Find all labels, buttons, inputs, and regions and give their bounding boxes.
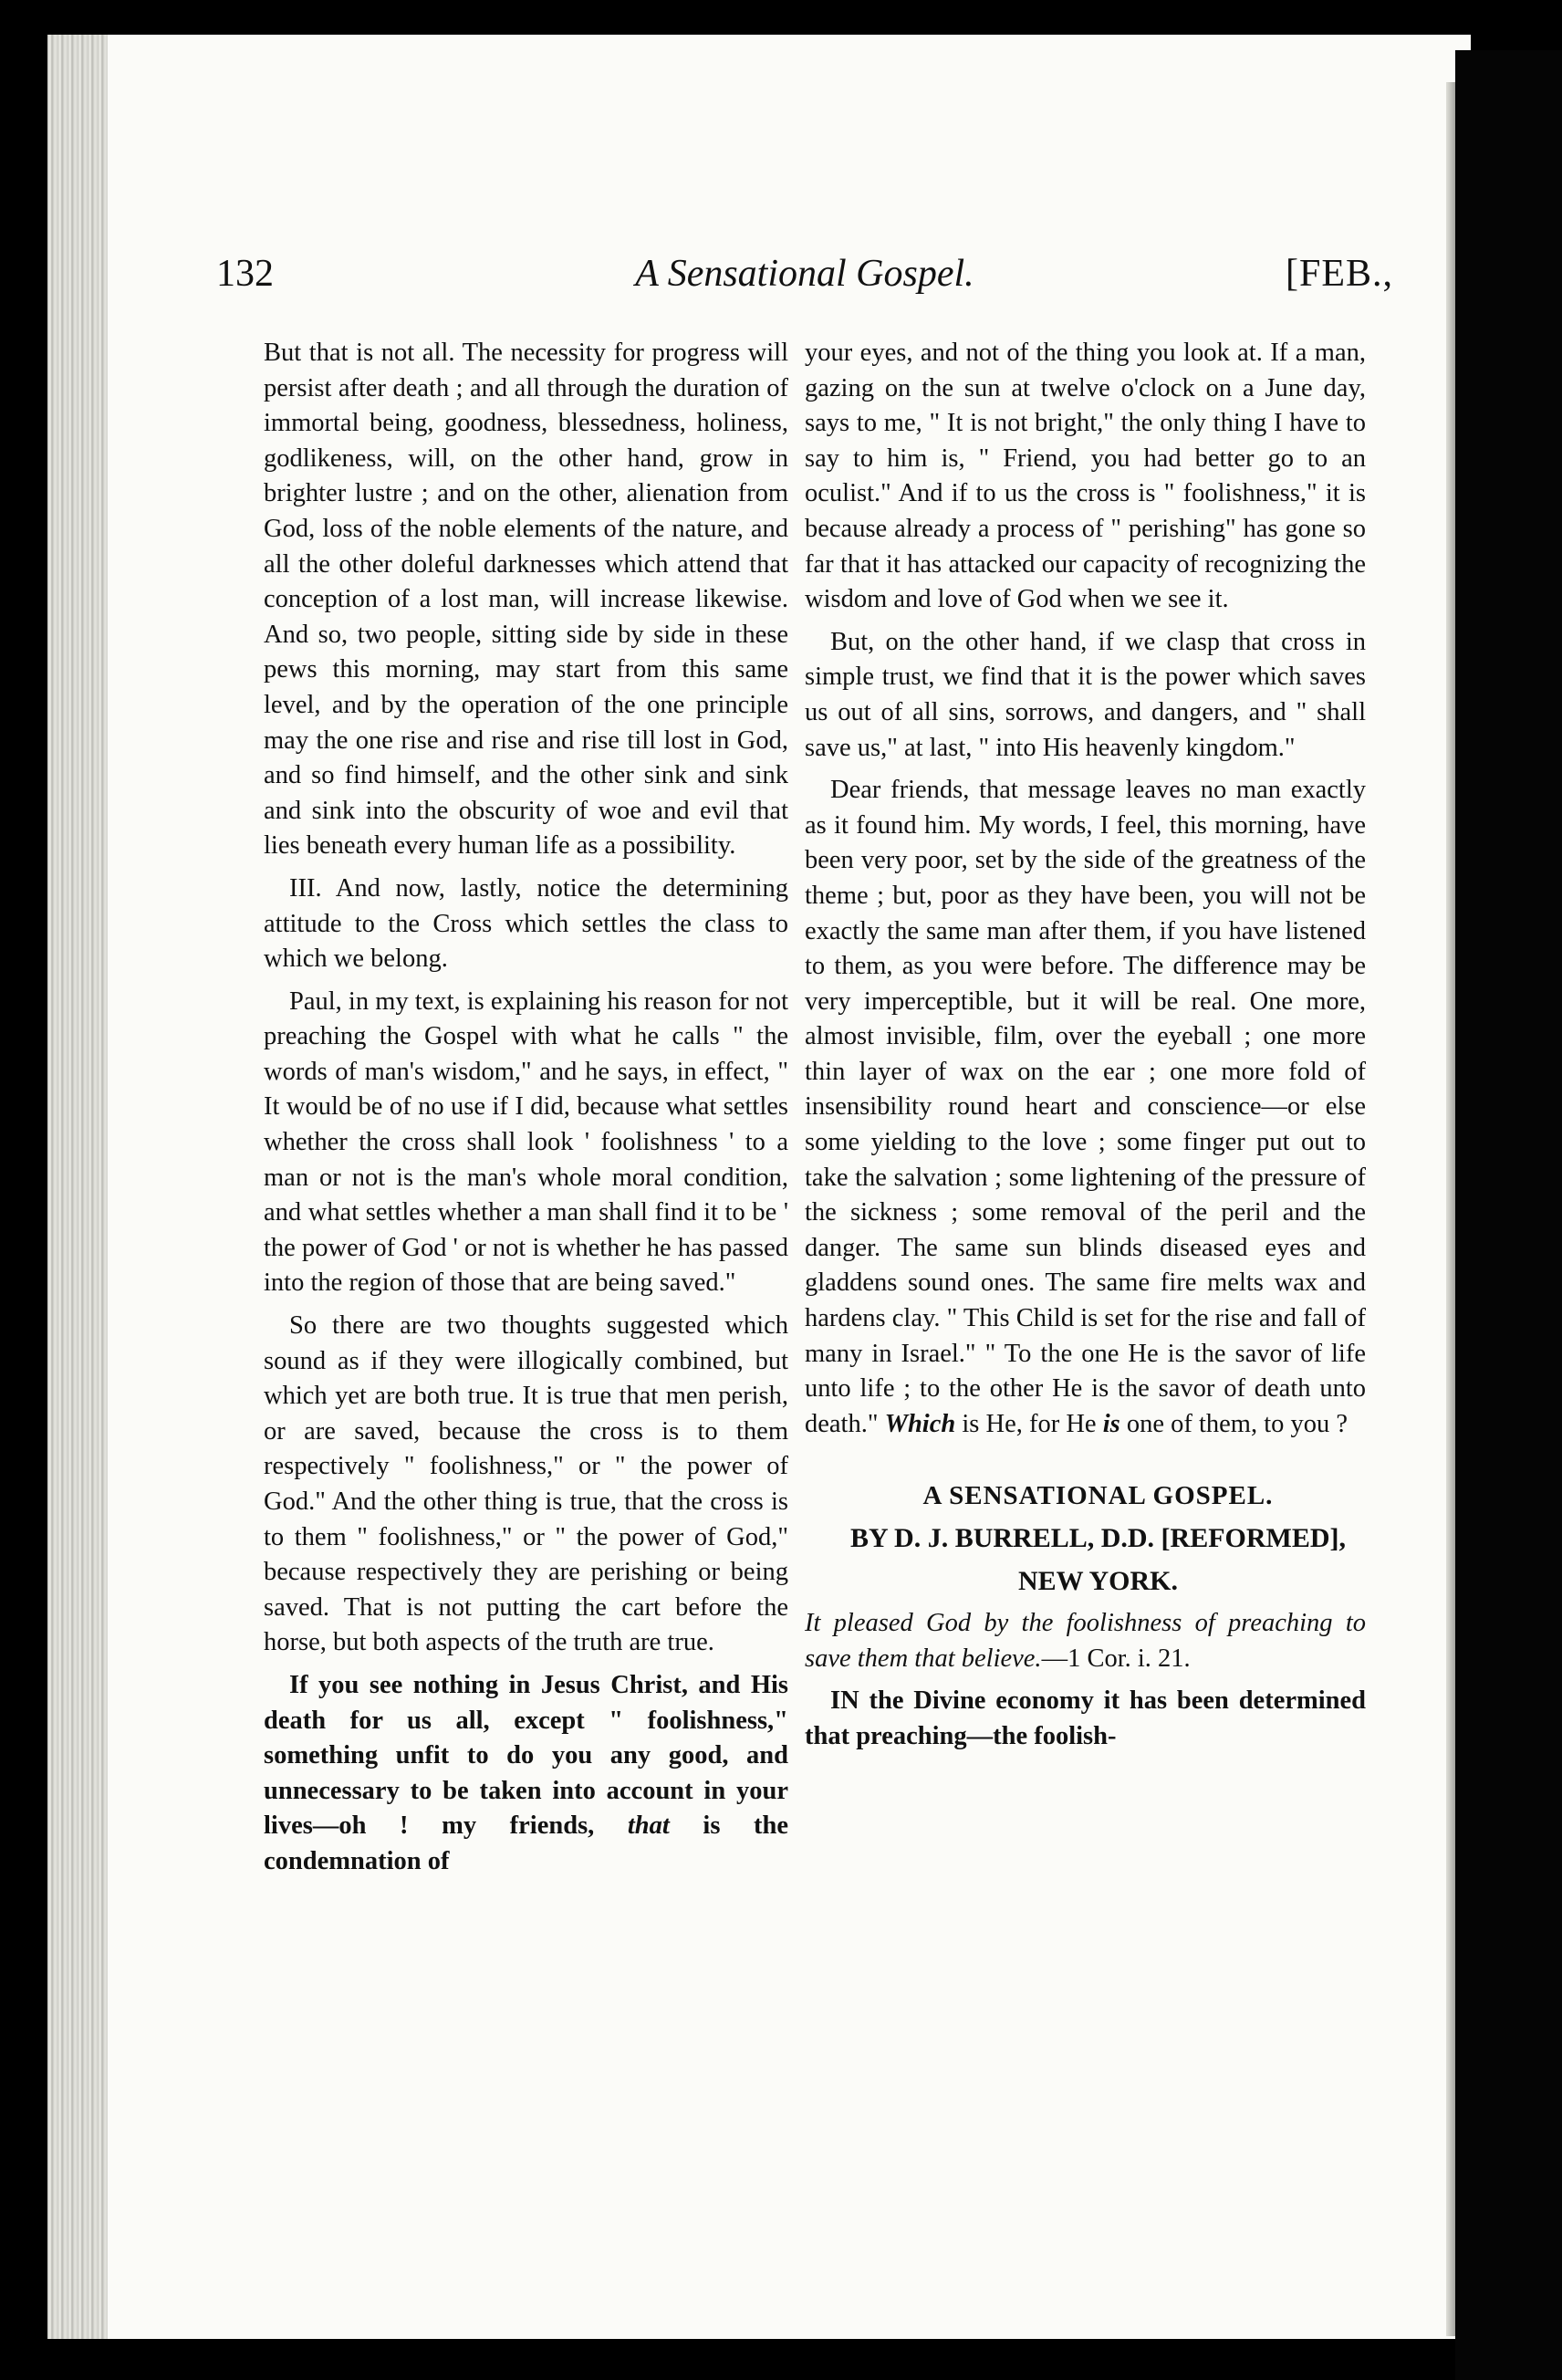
page-number: 132: [216, 253, 274, 295]
scripture-reference: —1 Cor. i. 21.: [1041, 1644, 1191, 1673]
paragraph: Paul, in my text, is explaining his reason for not preaching the Gospel with what he calls " the words of man's wisdom," and he says, in effect, " It would be of no use if I did, because what settles whether the cross shall look ' foolishness ' to a man or not is the man's whole moral condition, and what settles whether a man shall find it to be ' the power of God ' or not is whether he has passed into the region of those that are being saved.": [264, 986, 788, 1298]
emphasis: is: [1102, 1409, 1120, 1438]
scripture-quote: [805, 1606, 1366, 1676]
book-page: [47, 35, 1471, 2339]
running-date: [FEB.,: [1285, 253, 1393, 295]
paragraph: [805, 773, 1366, 1442]
paragraph: But, on the other hand, if we clasp that cross in simple trust, we find that it is the power which saves us out of all sins, sorrows, and dangers, and " shall save us," at last, " into His heavenly kingdom.": [805, 627, 1366, 762]
paragraph: [264, 1668, 788, 1880]
article-location: NEW YORK.: [1017, 1565, 1179, 1596]
paragraph: your eyes, and not of the thing you look at. If a man, gazing on the sun at twelve o'clock on a June day, says to me, " It is not bright," the only thing I have to say to him is, " Friend, you had better go to an oculist." And if to us the cross is " foolishness," it is because already a process of " perishing" has gone so far that it has attacked our capacity of recognizing the wisdom and love of God when we see it.: [805, 339, 1366, 614]
text-run: is the condemnation of: [264, 1811, 788, 1875]
left-column: [264, 336, 788, 1887]
article-title: A SENSATIONAL GOSPEL.: [922, 1481, 1274, 1511]
text-run: If you see nothing in Jesus Christ, and His death for us all, except " foolishness," something unfit to do you any good, and unnecessary to be taken into account in your lives—oh ! my friends,: [264, 1670, 788, 1841]
scripture-text: It pleased God by the foolishness of preaching to save them that believe.: [805, 1609, 1366, 1673]
paragraph: So there are two thoughts suggested which sound as if they were illogically combined, but which yet are both true. It is true that men perish, or are saved, because the cross is to them respectively " foolishness," or " the power of God." And the other thing is true, that the cross is to them " foolishness," or " the power of God," because respectively they are perishing or being saved. That is not putting the cart before the horse, but both aspects of the truth are true.: [264, 1311, 788, 1657]
emphasis: Which: [884, 1409, 956, 1438]
scan-border: [1455, 50, 1562, 2380]
text-run: is He, for He: [955, 1409, 1103, 1438]
binding-gutter: [47, 35, 108, 2339]
emphasis: that: [627, 1811, 670, 1841]
text-run: one of them, to you ?: [1119, 1409, 1349, 1438]
article-opening: IN the Divine economy it has been determined that preaching—the foolish-: [805, 1686, 1366, 1750]
right-column: [805, 336, 1366, 1762]
running-title: A Sensational Gospel.: [635, 253, 974, 295]
paragraph: But that is not all. The necessity for progress will persist after death ; and all through the duration of immortal being, goodness, blessedness, holiness, godlikeness, will, on the other hand, grow in brighter lustre ; and on the other, alienation from God, loss of the noble elements of the nature, and all the other doleful darknesses which attend that conception of a lost man, will increase likewise. And so, two people, sitting side by side in these pews this morning, may start from this same level, and by the operation of the one principle may the one rise and rise and rise till lost in God, and so find himself, and the other sink and sink and sink into the obscurity of woe and evil that lies beneath every human life as a possibility.: [264, 339, 788, 861]
text-run: Dear friends, that message leaves no man exactly as it found him. My words, I feel, this morning, have been very poor, set by the side of the greatness of the theme ; but, poor as they have been, you will not be exactly the same man after them, if you have listened to them, as you were before. The difference may be very imperceptible, but it will be real. One more, almost invisible, film, over the eyeball ; one more thin layer of wax on the ear ; one more fold of insensibility round heart and conscience—or else some yielding to the love ; some finger put out to take the salvation ; some lightening of the pressure of the sickness ; some removal of the peril and the danger. The same sun blinds diseased eyes and gladdens sound ones. The same fire melts wax and hardens clay. " This Child is set for the rise and fall of many in Israel." " To the one He is the savor of life unto life ; to the other He is the savor of death unto death.": [805, 776, 1366, 1438]
paragraph: III. And now, lastly, notice the determining attitude to the Cross which settles the class to which we belong.: [264, 873, 788, 974]
article-byline: BY D. J. BURRELL, D.D. [REFORMED],: [849, 1523, 1347, 1553]
page-header: [216, 252, 1393, 307]
